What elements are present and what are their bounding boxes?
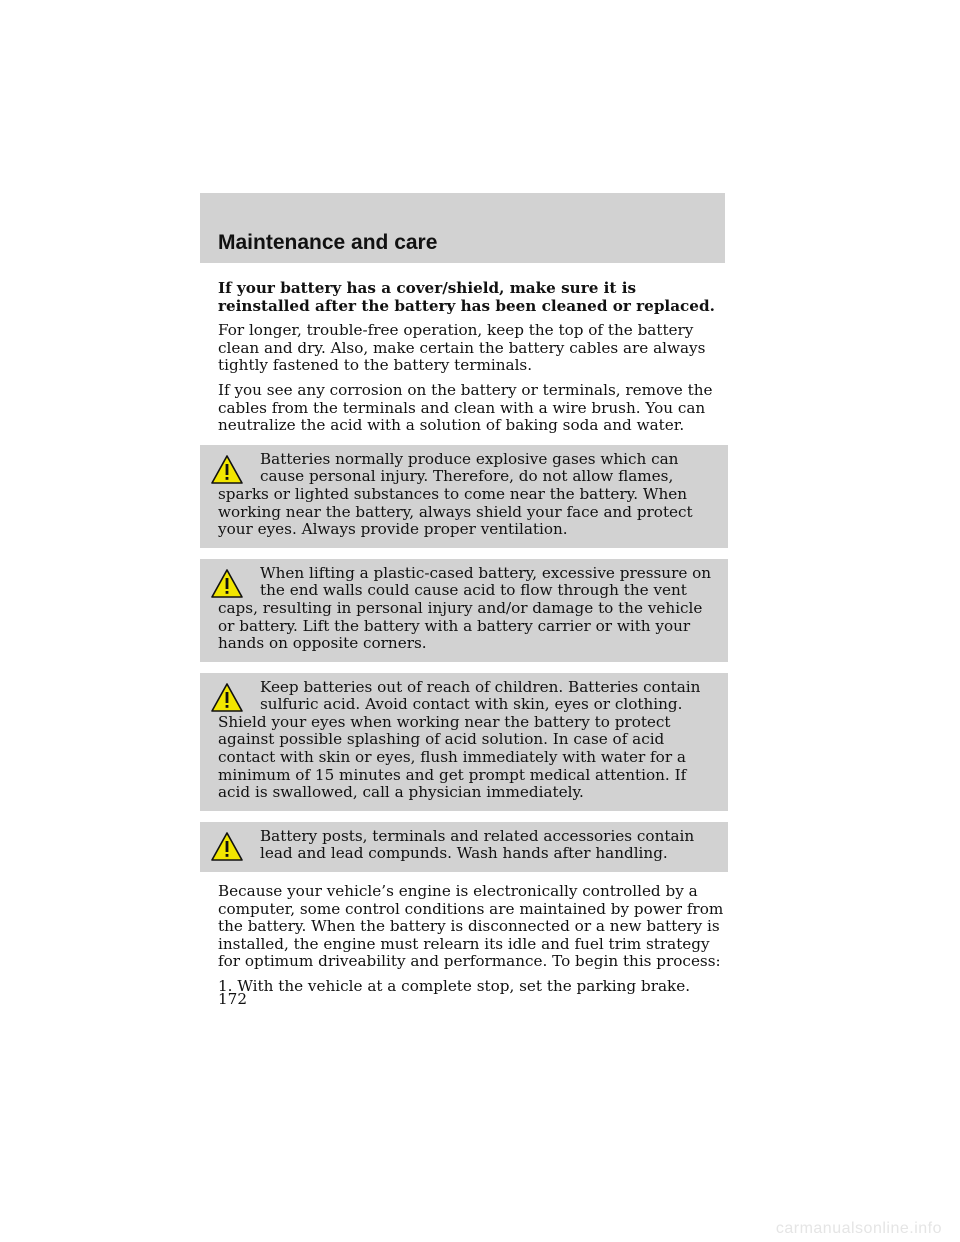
page-number: 172 xyxy=(218,990,247,1008)
warning-text: Keep batteries out of reach of children. Batteries contain sulfuric acid. Avoid contact with skin, eyes or clothing. Shield your eyes when working near the battery to protect against possible splashing of acid solution. In case of acid contact with skin or eyes, flush immediately with water for a minimum of 15 minutes and get prompt medical attention. If acid is swallowed, call a physician immediately. xyxy=(218,677,701,802)
cover-shield-note: If your battery has a cover/shield, make sure it is reinstalled after the battery has been cleaned or replaced. xyxy=(218,279,715,315)
warning-box-children-acid xyxy=(200,673,728,811)
battery-cleaning-paragraph: For longer, trouble-free operation, keep the top of the battery clean and dry. Also, make certain the battery cables are always tightly fastened to the battery terminals. xyxy=(218,321,706,375)
page-content xyxy=(218,280,726,1003)
warning-box-lifting-battery xyxy=(200,559,728,662)
warning-text: Batteries normally produce explosive gases which can cause personal injury. Therefore, do not allow flames, sparks or lighted substances to come near the battery. When working near the battery, always shield your face and protect your eyes. Always provide proper ventilation. xyxy=(218,449,693,539)
warning-box-explosive-gases xyxy=(200,445,728,548)
warning-triangle-icon xyxy=(210,682,244,714)
warning-triangle-icon xyxy=(210,831,244,863)
step-1: 1. With the vehicle at a complete stop, set the parking brake. xyxy=(218,977,691,995)
warning-text: When lifting a plastic-cased battery, excessive pressure on the end walls could cause acid to flow through the vent caps, resulting in personal injury and/or damage to the vehicle or battery. Lift the battery with a battery carrier or with your hands on opposite corners. xyxy=(218,563,712,653)
warning-triangle-icon xyxy=(210,454,244,486)
warning-triangle-icon xyxy=(210,568,244,600)
warning-text: Battery posts, terminals and related accessories contain lead and lead compunds. Wash hands after handling. xyxy=(260,826,695,863)
engine-relearn-paragraph: Because your vehicle’s engine is electronically controlled by a computer, some control conditions are maintained by power from the battery. When the battery is disconnected or a new battery is installed, the engine must relearn its idle and fuel trim strategy for optimum driveability and performance. To begin this process: xyxy=(218,882,724,971)
section-title: Maintenance and care xyxy=(218,231,438,254)
corrosion-paragraph: If you see any corrosion on the battery or terminals, remove the cables from the terminals and clean with a wire brush. You can neutralize the acid with a solution of baking soda and water. xyxy=(218,380,713,435)
watermark: carmanualsonline.info xyxy=(775,1220,942,1237)
section-header xyxy=(200,193,725,263)
warning-box-lead xyxy=(200,822,728,872)
